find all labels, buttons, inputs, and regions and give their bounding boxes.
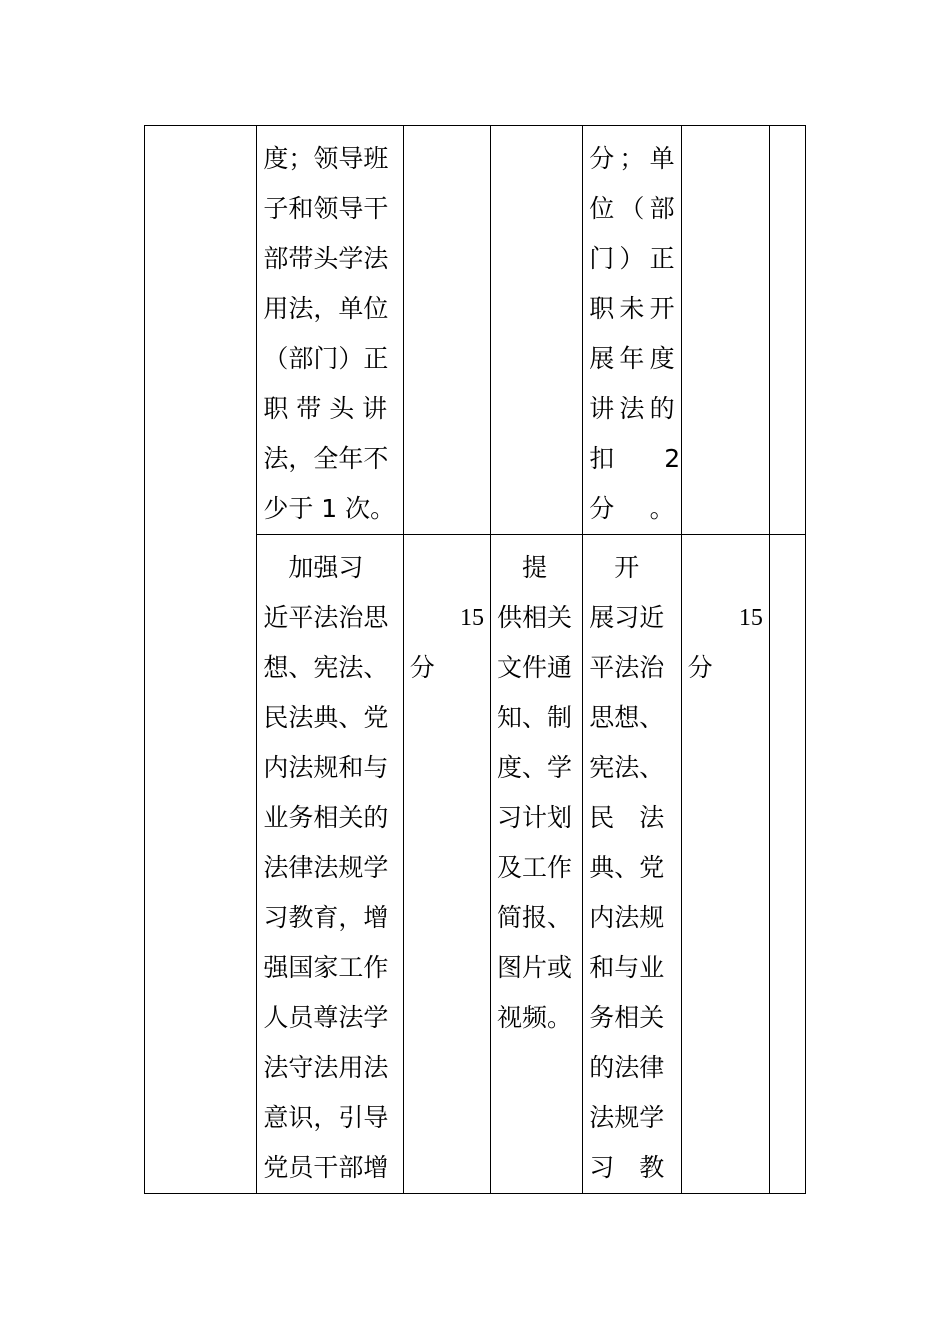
text-line: 度；领导班 (263, 144, 389, 173)
remarks-cell (769, 535, 805, 1194)
text-line: 少于 1 次。 (263, 494, 396, 523)
text-line: 加强习 (263, 553, 364, 582)
criteria-cell (583, 126, 681, 535)
text-line: 思想、 (589, 703, 665, 732)
text-line: 内法规和与 (263, 753, 389, 782)
score-cell (403, 535, 490, 1194)
text-line: 典、党 (589, 853, 665, 882)
text-line: 分；单 (589, 144, 675, 173)
text-line: 子和领导干 (263, 194, 389, 223)
final-score-unit: 分 (687, 653, 713, 682)
text-line: 展习近 (589, 603, 665, 632)
text-line: 法，全年不 (263, 444, 389, 473)
text-line: 部带头学法 (263, 244, 389, 273)
text-line: 及工作 (497, 853, 573, 882)
content-text (257, 535, 402, 1193)
evidence-cell (491, 126, 583, 535)
text-line: 民 法 (589, 803, 665, 832)
text-line: 度、学 (497, 753, 573, 782)
text-line: （部门）正 (263, 344, 389, 373)
text-line: 扣 2 (589, 444, 681, 473)
text-line: 习 教 (589, 1153, 665, 1182)
text-line: 民法典、党 (263, 703, 389, 732)
content-text (257, 126, 402, 534)
content-cell (257, 126, 403, 535)
text-line: 职 带 头 讲 (263, 394, 388, 423)
text-line: 门）正 (589, 244, 675, 273)
evaluation-table (144, 125, 806, 1194)
text-line: 分。 (589, 494, 675, 523)
text-line: 图片或 (497, 953, 573, 982)
text-line: 习教育，增 (263, 903, 389, 932)
table-row (145, 126, 806, 535)
criteria-text (583, 126, 680, 534)
text-line: 文件通 (497, 653, 573, 682)
content-cell (257, 535, 403, 1194)
text-line: 党员干部增 (263, 1153, 389, 1182)
text-line: 讲法的 (589, 394, 675, 423)
final-score-cell (681, 535, 769, 1194)
category-cell (145, 126, 257, 1194)
evidence-cell (491, 535, 583, 1194)
text-line: 平法治 (589, 653, 665, 682)
text-line: 位（部 (589, 194, 675, 223)
text-line: 法守法用法 (263, 1053, 389, 1082)
text-line: 业务相关的 (263, 803, 389, 832)
score-value: 15 (460, 605, 485, 631)
text-line: 开 (589, 553, 640, 582)
score-cell (403, 126, 490, 535)
text-line: 简报、 (497, 903, 573, 932)
criteria-cell (583, 535, 681, 1194)
text-line: 务相关 (589, 1003, 665, 1032)
text-line: 意识，引导 (263, 1103, 389, 1132)
text-line: 宪法、 (589, 753, 665, 782)
text-line: 知、制 (497, 703, 573, 732)
text-line: 强国家工作 (263, 953, 389, 982)
text-line: 人员尊法学 (263, 1003, 389, 1032)
text-line: 展年度 (589, 344, 675, 373)
text-line: 的法律 (589, 1053, 665, 1082)
text-line: 近平法治思 (263, 603, 389, 632)
text-line: 内法规 (589, 903, 665, 932)
evidence-text (491, 535, 582, 1043)
text-line: 供相关 (497, 603, 573, 632)
text-line: 和与业 (589, 953, 665, 982)
text-line: 用法，单位 (263, 294, 389, 323)
criteria-text (583, 535, 680, 1193)
remarks-cell (769, 126, 805, 535)
score-unit: 分 (409, 653, 435, 682)
text-line: 职未开 (589, 294, 675, 323)
final-score-cell (681, 126, 769, 535)
text-line: 习计划 (497, 803, 573, 832)
text-line: 法规学 (589, 1103, 665, 1132)
text-line: 视频。 (497, 1003, 573, 1032)
text-line: 想、宪法、 (263, 653, 389, 682)
text-line: 法律法规学 (263, 853, 389, 882)
text-line: 提 (497, 553, 548, 582)
final-score-value: 15 (738, 605, 763, 631)
